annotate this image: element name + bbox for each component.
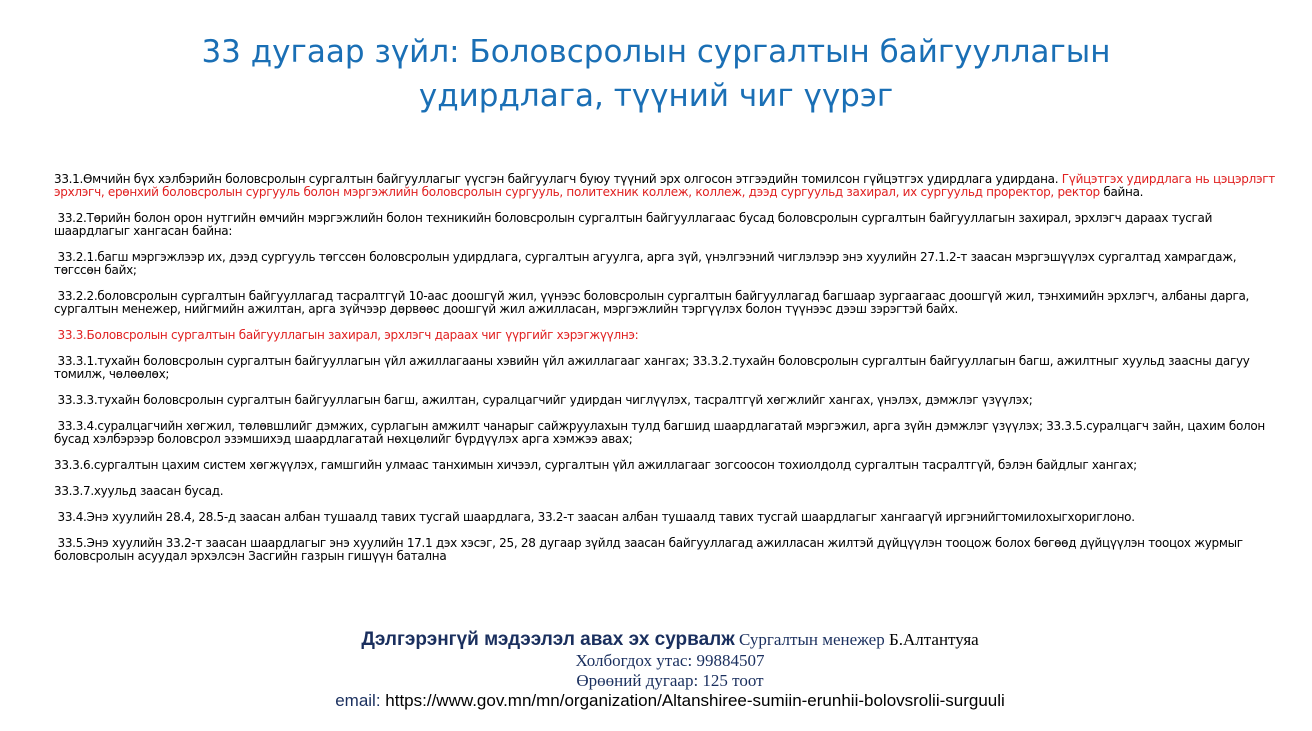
paragraph-33-1-end: байна. — [1099, 185, 1144, 199]
paragraph-33-2-2-text: 33.2.2.боловсролын сургалтын байгууллагад тасралтгүй 10-аас доошгүй жил, үүнээс боловсролын сургалтын байгууллагад багшаар зургаагаас доошгүй жил, тэнхимийн эрхлэгч, албаны дарга, сургалтын менежер, нийгмийн ажилтан, арга зүйчээр дөрвөөс доошгүй жил ажилласан, мэргэжлийн тэргүүлэх болон түүнээс дээш зэрэгтэй байх. — [54, 289, 1250, 316]
paragraph-33-3-1 — [54, 355, 1282, 381]
phone-value: 99884507 — [696, 651, 765, 670]
paragraph-33-1-highlight: Гүйцэтгэх удирдлага нь цэцэрлэгт эрхлэгч, ерөнхий боловсролын сургууль болон мэргэжлийн боловсролын сургууль, политехник коллеж, коллеж, дээд сургуульд захирал, их сургуульд проректор, ректор — [54, 172, 1275, 199]
paragraph-33-3-4 — [54, 420, 1282, 446]
paragraph-33-3-text: 33.3.Боловсролын сургалтын байгууллагын захирал, эрхлэгч дараах чиг үүргийг хэрэгжүүлнэ: — [57, 328, 639, 342]
paragraph-33-2-1-text: 33.2.1.багш мэргэжлээр их, дээд сургууль төгссөн боловсролын удирдлага, сургалтын агуулга, арга зүй, үнэлгээний чиглэлээр энэ хуулийн 27.1.2-т заасан мэргэшүүлэх сургалтад хамрагдаж, төгссөн байх; — [54, 250, 1237, 277]
phone-line — [300, 651, 1040, 671]
paragraph-33-4 — [54, 511, 1282, 524]
paragraph-33-5 — [54, 537, 1282, 563]
paragraph-33-3-3-text: 33.3.3.тухайн боловсролын сургалтын байгууллагын багш, ажилтан, суралцагчийг удирдан чиглүүлэх, тасралтгүй хөгжлийг хангах, үнэлэх, дэмжлэг үзүүлэх; — [57, 393, 1033, 407]
slide-title-line-1: 33 дугаар зүйл: Боловсролын сургалтын байгууллагын — [201, 34, 1111, 70]
paragraph-33-3-7: 33.3.7.хуульд заасан бусад. — [54, 484, 224, 498]
phone-label: Холбогдох утас: — [575, 651, 697, 670]
paragraph-33-5-text: 33.5.Энэ хуулийн 33.2-т заасан шаардлагыг энэ хуулийн 17.1 дэх хэсэг, 25, 28 дугаар зүйлд заасан байгууллагад ажилласан жилтэй дүйцүүлэн тооцож болох бөгөөд дүйцүүлэн тооцох журмыг боловсролын асуудал эрхэлсэн Засгийн газрын гишүүн батална — [54, 536, 1243, 563]
paragraph-33-3-3 — [54, 394, 1282, 407]
paragraph-33-2 — [54, 212, 1282, 238]
slide-title-line-2: удирдлага, түүний чиг үүрэг — [418, 78, 894, 114]
manager-name: Б.Алтантуяа — [888, 630, 979, 649]
law-article-body — [54, 173, 1282, 576]
email-label: email: — [335, 691, 386, 710]
email-line — [300, 691, 1040, 711]
paragraph-33-1 — [54, 173, 1282, 199]
paragraph-33-2-2 — [54, 290, 1282, 316]
paragraph-33-1-text: 33.1.Өмчийн бүх хэлбэрийн боловсролын сургалтын байгууллагыг үүсгэн байгуулагч буюу түүний эрх олгосон этгээдийн томилсон гүйцэтгэх удирдлага удирдана. — [54, 172, 1062, 186]
paragraph-33-4-text: 33.4.Энэ хуулийн 28.4, 28.5-д заасан албан тушаалд тавих тусгай шаардлага, 33.2-т заасан албан тушаалд тавих тусгай шаардлагыг хангаагүй иргэнийгтомилохыгхориглоно. — [57, 510, 1135, 524]
email-link[interactable]: https://www.gov.mn/mn/organization/Altanshiree-sumiin-erunhii-bolovsrolii-surguuli — [385, 691, 1005, 710]
paragraph-33-3-1-text: 33.3.1.тухайн боловсролын сургалтын байгууллагын үйл ажиллагааны хэвийн үйл ажиллагааг хангах; 33.3.2.тухайн боловсролын сургалтын байгууллагын багш, ажилтныг хуульд заасны дагуу томилж, чөлөөлөх; — [54, 354, 1250, 381]
paragraph-33-2-text: 33.2.Төрийн болон орон нутгийн өмчийн мэргэжлийн болон техникийн боловсролын сургалтын байгууллагаас бусад боловсролын сургалтын байгууллагын захирал, эрхлэгч дараах тусгай шаардлагыг хангасан байна: — [54, 211, 1213, 238]
manager-label: Сургалтын менежер — [734, 630, 889, 649]
slide-title — [150, 30, 1162, 118]
room-value: 125 тоот — [702, 671, 764, 690]
paragraph-33-2-1 — [54, 251, 1282, 277]
paragraph-33-3-6: 33.3.6.сургалтын цахим систем хөгжүүлэх, гамшгийн улмаас танхимын хичээл, сургалтын үйл ажиллагааг зогсоосон тохиолдолд сургалтын тасралтгүй, бэлэн байдлыг хангах; — [54, 458, 1137, 472]
paragraph-33-3-4-text: 33.3.4.суралцагчийн хөгжил, төлөвшлийг дэмжих, сурлагын амжилт чанарыг сайжруулахын тулд багшид шаардлагатай мэргэжил, арга зүйн дэмжлэг үзүүлэх; 33.3.5.суралцагч зайн, цахим болон бусад хэлбэрээр боловсрол эзэмшихэд шаардлагатай нөхцөлийг бүрдүүлэх арга хэмжээ авах; — [54, 419, 1265, 446]
room-label: Өрөөний дугаар: — [576, 671, 703, 690]
source-label: Дэлгэрэнгүй мэдээлэл авах эх сурвалж — [361, 629, 735, 650]
contact-footer — [300, 630, 1040, 711]
paragraph-33-3 — [54, 329, 1282, 342]
source-line — [300, 630, 1040, 651]
room-line — [300, 671, 1040, 691]
